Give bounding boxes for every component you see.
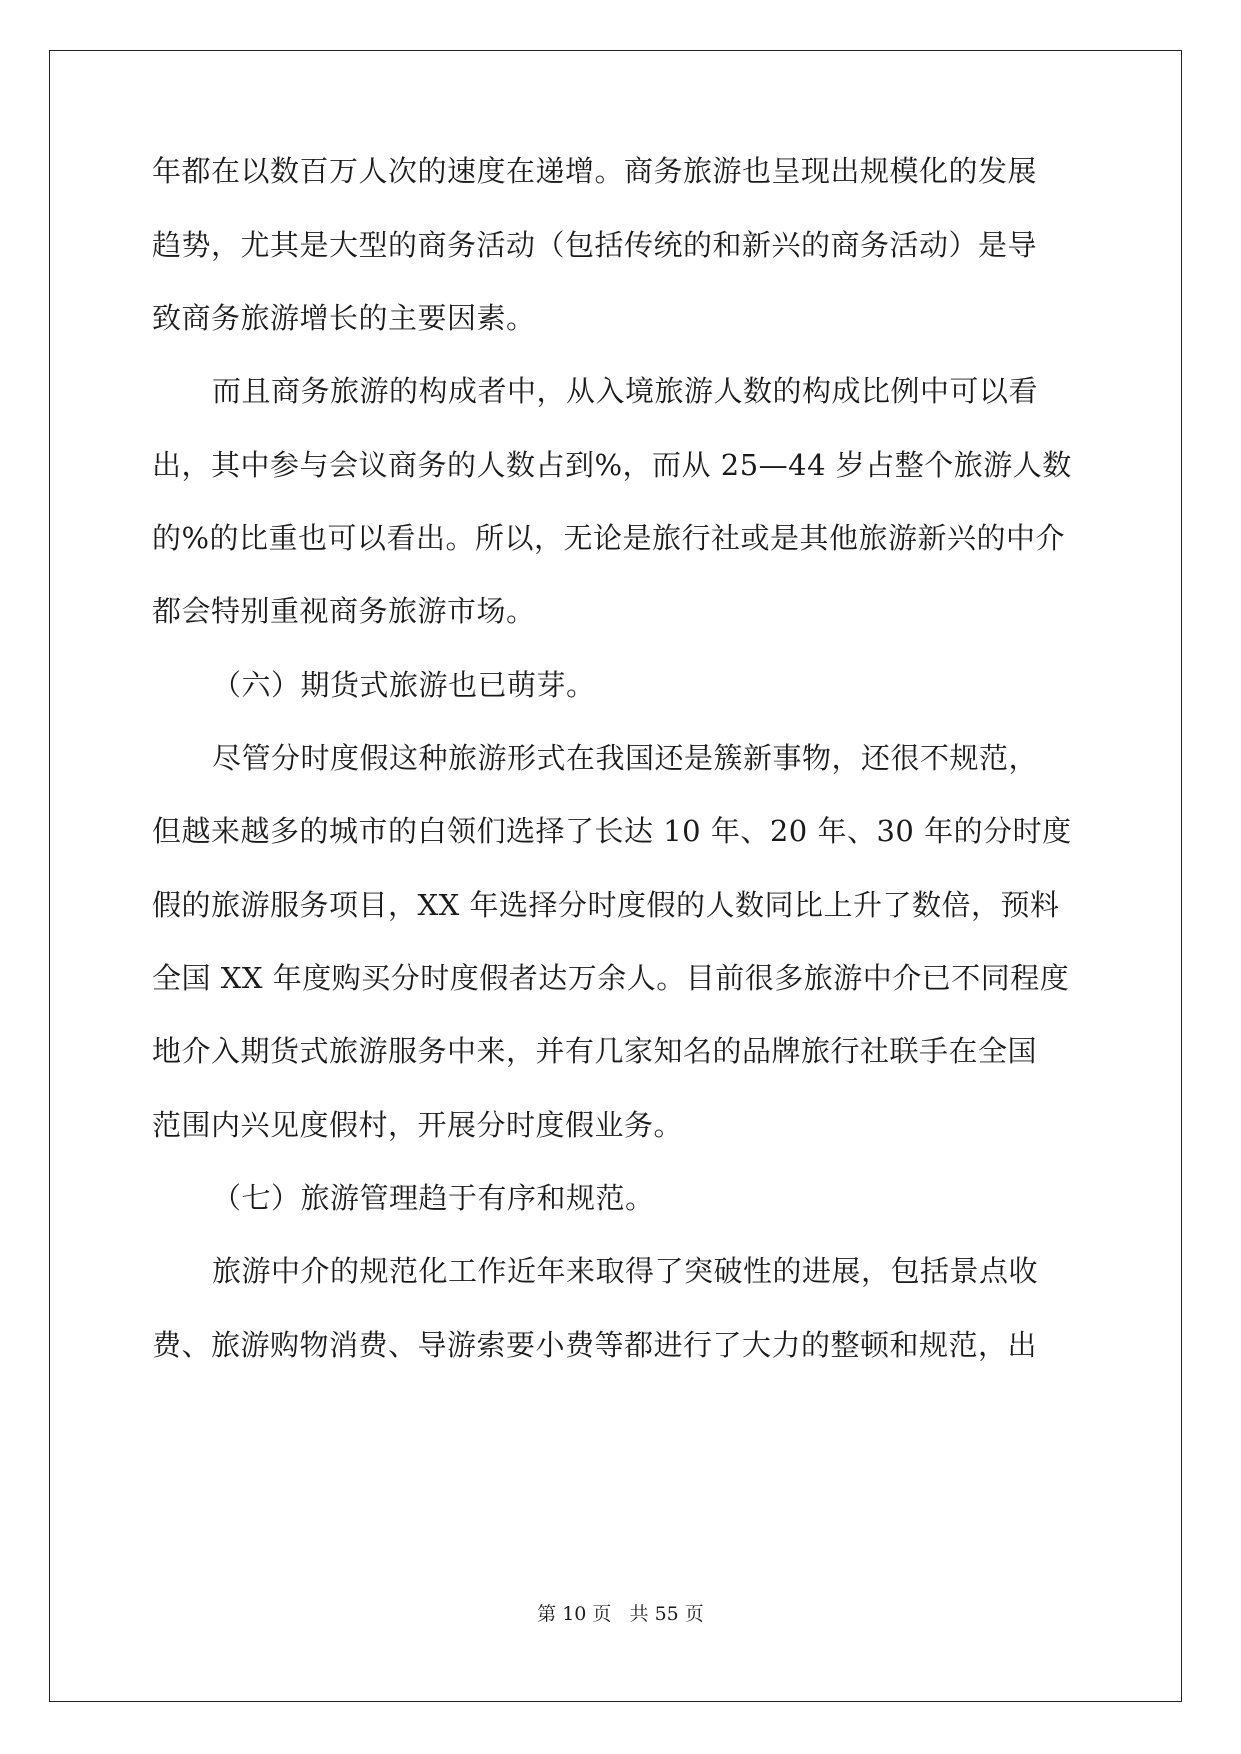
body-text-line: 费、旅游购物消费、导游索要小费等都进行了大力的整顿和规范，出 xyxy=(152,1328,1038,1362)
body-text-line: 致商务旅游增长的主要因素。 xyxy=(152,301,536,335)
body-text-line: 旅游中介的规范化工作近年来取得了突破性的进展，包括景点收 xyxy=(212,1254,1039,1288)
page-footer xyxy=(0,1602,1241,1626)
body-text-line: 而且商务旅游的构成者中，从入境旅游人数的构成比例中可以看 xyxy=(212,374,1039,408)
body-text-line: 出，其中参与会议商务的人数占到%，而从 25—44 岁占整个旅游人数 xyxy=(152,448,1072,482)
body-text-line: 尽管分时度假这种旅游形式在我国还是簇新事物，还很不规范， xyxy=(212,741,1039,775)
body-text-line: 全国 XX 年度购买分时度假者达万余人。目前很多旅游中介已不同程度 xyxy=(152,961,1070,995)
body-text-line: 但越来越多的城市的白领们选择了长达 10 年、20 年、30 年的分时度 xyxy=(152,814,1072,848)
section-heading: （六）期货式旅游也已萌芽。 xyxy=(212,668,596,702)
page-number-label: 第 10 页 共 55 页 xyxy=(537,1603,704,1625)
body-text-line: 地介入期货式旅游服务中来，并有几家知名的品牌旅行社联手在全国 xyxy=(152,1034,1038,1068)
section-heading: （七）旅游管理趋于有序和规范。 xyxy=(212,1181,655,1215)
body-text-line: 趋势，尤其是大型的商务活动（包括传统的和新兴的商务活动）是导 xyxy=(152,228,1038,262)
body-text-line: 范围内兴见度假村，开展分时度假业务。 xyxy=(152,1108,684,1142)
body-text-line: 假的旅游服务项目，XX 年选择分时度假的人数同比上升了数倍，预料 xyxy=(152,888,1060,922)
body-text-line: 年都在以数百万人次的速度在递增。商务旅游也呈现出规模化的发展 xyxy=(152,154,1038,188)
body-text-line: 的%的比重也可以看出。所以，无论是旅行社或是其他旅游新兴的中介 xyxy=(152,521,1066,555)
body-text-line: 都会特别重视商务旅游市场。 xyxy=(152,594,536,628)
